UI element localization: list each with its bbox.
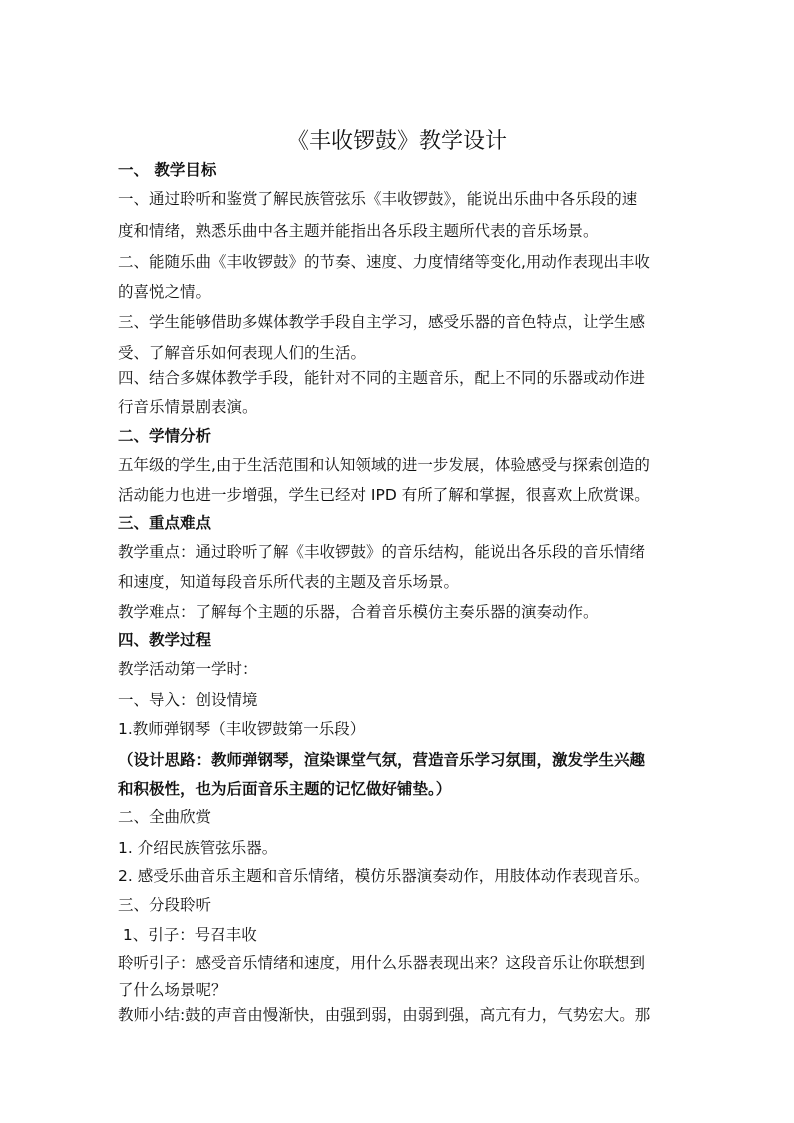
paragraph-line: 1、引子：号召丰收 — [118, 926, 257, 944]
paragraph-line: 活动能力也进一步增强，学生已经对 IPD 有所了解和掌握，很喜欢上欣赏课。 — [118, 486, 650, 504]
paragraph-line: 和速度，知道每段音乐所代表的主题及音乐场景。 — [118, 573, 460, 591]
section-heading: 一、 教学目标 — [118, 161, 217, 179]
document-title: 《丰收锣鼓》教学设计 — [286, 129, 507, 154]
paragraph-line: 教学活动第一学时： — [118, 660, 258, 678]
paragraph-line: 二、能随乐曲《丰收锣鼓》的节奏、速度、力度情绪等变化,用动作表现出丰收 — [118, 253, 650, 271]
paragraph-line: 教师小结:鼓的声音由慢渐快，由强到弱，由弱到强，高亢有力，气势宏大。那 — [118, 1006, 651, 1024]
design-note-line: （设计思路：教师弹钢琴，渲染课堂气氛，营造音乐学习氛围，激发学生兴趣 — [118, 751, 646, 769]
design-note-line: 和积极性，也为后面音乐主题的记忆做好铺垫。） — [118, 780, 452, 798]
paragraph-line: 三、分段聆听 — [118, 896, 212, 914]
paragraph-line: 三、学生能够借助多媒体教学手段自主学习，感受乐器的音色特点，让学生感 — [118, 313, 646, 331]
paragraph-line: 的喜悦之情。 — [118, 283, 212, 301]
section-heading: 二、学情分析 — [118, 427, 212, 445]
paragraph-line: 四、结合多媒体教学手段，能针对不同的主题音乐，配上不同的乐器或动作进 — [118, 369, 646, 387]
paragraph-line: 教学重点：通过聆听了解《丰收锣鼓》的音乐结构，能说出各乐段的音乐情绪 — [118, 543, 646, 561]
section-heading: 四、教学过程 — [118, 631, 212, 649]
section-heading: 三、重点难点 — [118, 514, 212, 532]
paragraph-line: 受、了解音乐如何表现人们的生活。 — [118, 344, 367, 362]
paragraph-line: 五年级的学生,由于生活范围和认知领域的进一步发展，体验感受与探索创造的 — [118, 456, 650, 474]
paragraph-line: 行音乐情景剧表演。 — [118, 398, 258, 416]
paragraph-line: 度和情绪，熟悉乐曲中各主题并能指出各乐段主题所代表的音乐场景。 — [118, 222, 599, 240]
paragraph-line: 聆听引子：感受音乐情绪和速度，用什么乐器表现出来？这段音乐让你联想到 — [118, 954, 646, 972]
paragraph-line: 教学难点：了解每个主题的乐器，合着音乐模仿主奏乐器的演奏动作。 — [118, 603, 599, 621]
paragraph-line: 一、通过聆听和鉴赏了解民族管弦乐《丰收锣鼓》，能说出乐曲中各乐段的速 — [118, 190, 638, 208]
paragraph-line: 1. 介绍民族管弦乐器。 — [118, 839, 278, 857]
paragraph-line: 一、导入：创设情境 — [118, 691, 258, 709]
paragraph-line: 1.教师弹钢琴（丰收锣鼓第一乐段） — [118, 720, 366, 738]
paragraph-line: 了什么场景呢？ — [118, 981, 227, 999]
paragraph-line: 二、全曲欣赏 — [118, 808, 212, 826]
paragraph-line: 2. 感受乐曲音乐主题和音乐情绪，模仿乐器演奏动作，用肢体动作表现音乐。 — [118, 867, 650, 885]
